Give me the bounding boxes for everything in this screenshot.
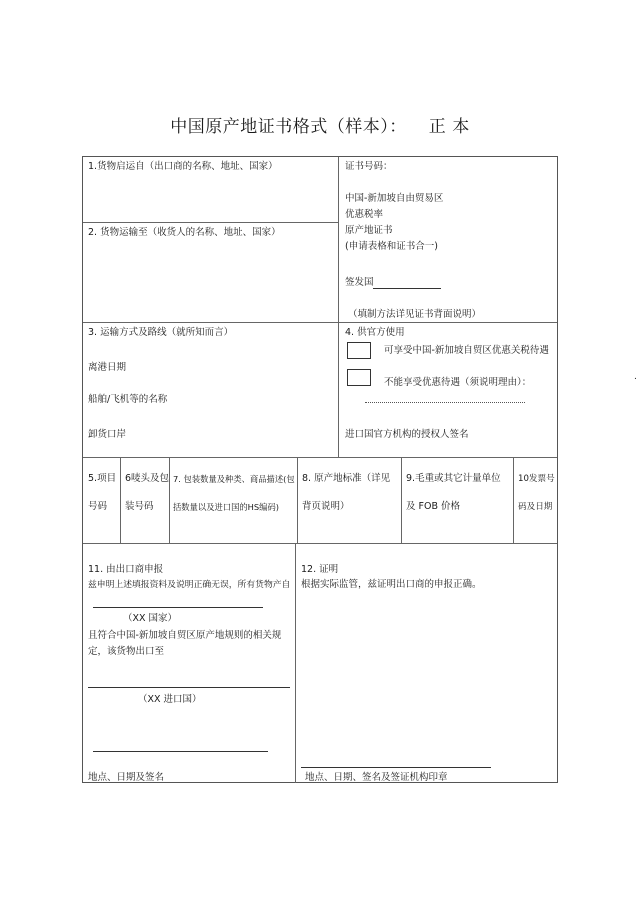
discharge-port-label: 卸货口岸	[88, 429, 127, 440]
divider-col7-8	[297, 457, 298, 543]
header-line1: 中国-新加坡自由贸易区	[345, 193, 444, 204]
header-note: （填制方法详见证书背面说明）	[348, 309, 482, 320]
page-title	[0, 112, 640, 137]
certificate-form	[82, 156, 558, 783]
divider-box11-box12	[295, 543, 296, 783]
non-preferential-option-label: 不能享受优惠待遇（须说明理由）：	[384, 377, 532, 388]
vessel-name-label: 船舶/飞机等的名称	[88, 394, 168, 405]
divider-top-vertical	[338, 157, 339, 322]
col6-header-line1: 6唛头及包	[125, 473, 170, 484]
col7-header-line1: 7. 包装数量及种类、商品描述(包	[173, 474, 295, 484]
preferential-option-label: 可享受中国-新加坡自贸区优惠关税待遇	[384, 345, 549, 356]
box11-label: 11. 由出口商申报	[88, 564, 164, 575]
box3-label: 3. 运输方式及路线（就所知而言）	[88, 327, 234, 338]
title-copy: 正 本	[428, 117, 470, 137]
header-line3: 原产地证书	[345, 225, 393, 236]
col9-header-line1: 9.毛重或其它计量单位	[406, 473, 501, 484]
title-main: 中国原产地证书格式（样本）：	[170, 117, 407, 137]
exporter-signature-line	[93, 751, 268, 752]
col8-header-line1: 8. 原产地标准（详见	[302, 473, 391, 484]
box1-label: 1.货物启运自（出口商的名称、地址、国家）	[88, 161, 278, 172]
header-line4: (申请表格和证书合一)	[345, 241, 438, 252]
header-line2: 优惠税率	[345, 209, 384, 220]
col5-header-line2: 号码	[88, 501, 108, 512]
col10-header-line1: 10发票号	[518, 474, 555, 484]
box12-footer: 地点、日期、签名及签证机构印章	[305, 772, 448, 783]
authorized-signature-label: 进口国官方机构的授权人签名	[345, 429, 469, 440]
departure-date-label: 离港日期	[88, 362, 127, 373]
import-country-label: （XX 进口国）	[138, 694, 202, 705]
divider-columns-box11	[83, 543, 557, 544]
divider-box3-box4	[338, 322, 339, 457]
box11-footer: 地点、日期及签名	[88, 772, 165, 783]
preferential-checkbox[interactable]	[347, 342, 371, 359]
divider-col8-9	[401, 457, 402, 543]
divider-col5-6	[120, 457, 121, 543]
col6-header-line2: 装号码	[125, 501, 154, 512]
issued-in-line	[373, 288, 441, 289]
col7-header-line2: 括数量以及进口国的HS编码)	[173, 502, 280, 512]
origin-country-label: （XX 国家）	[123, 613, 178, 624]
origin-country-line	[93, 607, 263, 608]
margin-mark: .	[634, 372, 637, 382]
box4-label: 4. 供官方使用	[345, 327, 405, 338]
box12-line1: 根据实际监管，兹证明出口商的申报正确。	[301, 579, 482, 590]
col8-header-line2: 背页说明）	[302, 501, 350, 512]
divider-col6-7	[169, 457, 170, 543]
box12-label: 12. 证明	[301, 564, 339, 575]
cert-number-label: 证书号码：	[345, 161, 393, 172]
reason-dotted-line	[365, 402, 525, 403]
divider-header-box3	[83, 322, 557, 323]
box2-label: 2. 货物运输至（收货人的名称、地址、国家）	[88, 227, 281, 238]
import-country-line	[88, 687, 290, 688]
box11-line2: 且符合中国-新加坡自贸区原产地规则的相关规	[88, 630, 282, 641]
non-preferential-checkbox[interactable]	[347, 369, 371, 386]
divider-box1-box2	[83, 222, 338, 223]
certifier-signature-line	[301, 767, 491, 768]
col5-header-line1: 5.项目	[88, 473, 117, 484]
divider-col9-10	[513, 457, 514, 543]
divider-box3-columns	[83, 457, 557, 458]
col10-header-line2: 码及日期	[518, 502, 553, 512]
col9-header-line2: 及 FOB 价格	[406, 501, 460, 512]
box11-line1: 兹申明上述填报资料及说明正确无误，所有货物产自	[88, 580, 291, 590]
issued-in-label: 签发国	[345, 277, 374, 288]
box11-line3: 定，该货物出口至	[88, 646, 165, 657]
